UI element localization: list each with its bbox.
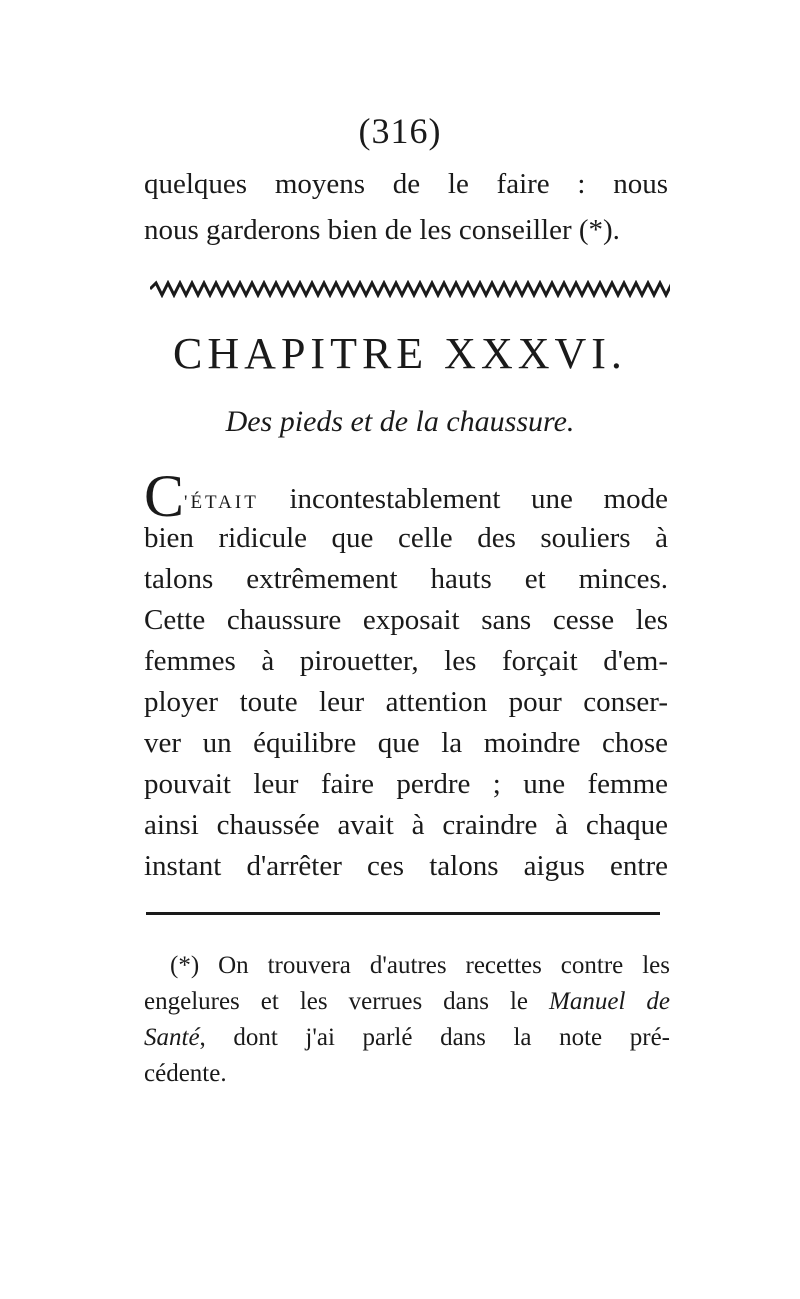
text-line: ployer toute leur attention pour conser- [144, 686, 668, 718]
footnote-line [144, 1020, 670, 1056]
page-number: (316) [358, 111, 442, 151]
text-line: ainsi chaussée avait à craindre à chaque [144, 809, 668, 841]
footnote-line [144, 984, 670, 1020]
small-caps-word: 'ÉTAIT [184, 492, 259, 513]
footnote-rule [146, 912, 660, 915]
text-line: talons extrêmement hauts et minces. [144, 563, 668, 595]
text-line: femmes à pirouetter, les forçait d'em- [144, 645, 668, 677]
text-line: ver un équilibre que la moindre chose [144, 727, 668, 759]
footnote-line: (*) On trouvera d'autres recettes contre les [170, 952, 670, 979]
text-fragment: , dont j'ai parlé dans la note pré- [199, 1024, 670, 1051]
chapter-subtitle: Des pieds et de la chaussure. [225, 405, 575, 438]
italic-title: Manuel de [549, 988, 670, 1015]
text-fragment: incontestablement une mode [258, 483, 668, 515]
text-line-first [144, 463, 668, 529]
drop-cap: C [144, 463, 185, 529]
wavy-ornament-divider [150, 280, 670, 298]
italic-title: Santé [144, 1024, 200, 1051]
footnote-line: cédente. [144, 1060, 227, 1087]
text-line: bien ridicule que celle des souliers à [144, 522, 668, 554]
chapter-title: CHAPITRE XXXVI. [173, 329, 627, 378]
text-line: pouvait leur faire perdre ; une femme [144, 768, 668, 800]
text-line: quelques moyens de le faire : nous [144, 168, 668, 200]
text-line: instant d'arrêter ces talons aigus entre [144, 850, 668, 882]
text-fragment: engelures et les verrues dans le [144, 988, 550, 1015]
text-line: nous garderons bien de les conseiller (*). [144, 214, 620, 246]
text-line: Cette chaussure exposait sans cesse les [144, 604, 668, 636]
